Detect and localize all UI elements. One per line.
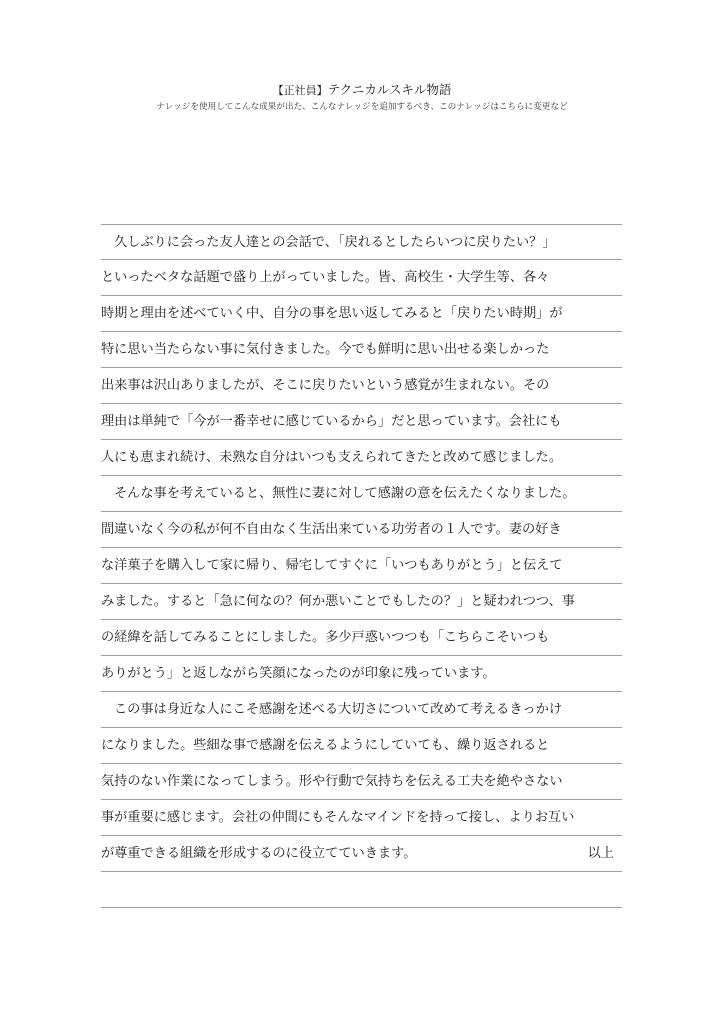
ruled-line	[101, 260, 622, 296]
ruled-line	[101, 764, 622, 800]
essay-line: ありがとう」と返しながら笑顔になったのが印象に残っています。	[101, 666, 496, 681]
ruled-essay-area	[101, 224, 622, 908]
ruled-line	[101, 404, 622, 440]
ruled-line	[101, 296, 622, 332]
essay-line: 時期と理由を述べていく中、自分の事を思い返してみると「戻りたい時期」が	[101, 306, 563, 321]
essay-line: 事が重要に感じます。会社の仲間にもそんなマインドを持って接し、よりお互い	[101, 810, 575, 825]
ruled-line	[101, 368, 622, 404]
ruled-line	[101, 332, 622, 368]
essay-line: みました。すると「急に何なの？何か悪いことでもしたの？」と疑われつつ、事	[101, 594, 575, 609]
ruled-line	[101, 800, 622, 836]
closing-mark: 以上	[587, 846, 614, 861]
ruled-line	[101, 728, 622, 764]
ruled-line	[101, 692, 622, 728]
ruled-line	[101, 224, 622, 260]
essay-line: そんな事を考えていると、無性に妻に対して感謝の意を伝えたくなりました。	[114, 486, 576, 501]
essay-line: が尊重できる組織を形成するのに役立てていきます。	[101, 846, 417, 861]
title-tag: 【正社員】	[272, 84, 328, 97]
ruled-line	[101, 656, 622, 692]
essay-line: 出来事は沢山ありましたが、そこに戻りたいという感覚が生まれない。その	[101, 378, 550, 393]
ruled-line	[101, 548, 622, 584]
ruled-line	[101, 620, 622, 656]
essay-line: な洋菓子を購入して家に帰り、帰宅してすぐに「いつもありがとう」と伝えて	[101, 558, 563, 573]
essay-line: この事は身近な人にこそ感謝を述べる大切さについて改めて考えるきっかけ	[114, 702, 563, 717]
essay-line: 間違いなく今の私が何不自由なく生活出来ている功労者の１人です。妻の好き	[101, 522, 562, 537]
ruled-line	[101, 476, 622, 512]
ruled-line	[101, 872, 622, 908]
document-title	[0, 82, 724, 99]
document-subtitle: ナレッジを使用してこんな成果が出た、こんなナレッジを追加するべき、このナレッジはこちらに変更など	[156, 102, 568, 112]
ruled-line	[101, 584, 622, 620]
essay-line: の経緯を話してみることにしました。多少戸惑いつつも「こちらこそいつも	[101, 630, 550, 645]
essay-line: 気持のない作業になってしまう。形や行動で気持ちを伝える工夫を絶やさない	[101, 774, 563, 789]
essay-line: になりました。些細な事で感謝を伝えるようにしていても、繰り返されると	[101, 738, 550, 753]
essay-line: 人にも恵まれ続け、未熟な自分はいつも支えられてきたと改めて感じました。	[101, 450, 563, 465]
title-text: テクニカルスキル物語	[327, 82, 452, 97]
essay-line: 理由は単純で「今が一番幸せに感じているから」だと思っています。会社にも	[101, 414, 562, 429]
ruled-line	[101, 512, 622, 548]
essay-line: 特に思い当たらない事に気付きました。今でも鮮明に思い出せる楽しかった	[101, 342, 550, 357]
essay-line: 久しぶりに会った友人達との会話で、「戻れるとしたらいつに戻りたい？」	[114, 235, 556, 250]
ruled-line	[101, 836, 622, 872]
essay-line: といったベタな話題で盛り上がっていました。皆、高校生・大学生等、各々	[101, 270, 550, 285]
ruled-line	[101, 440, 622, 476]
